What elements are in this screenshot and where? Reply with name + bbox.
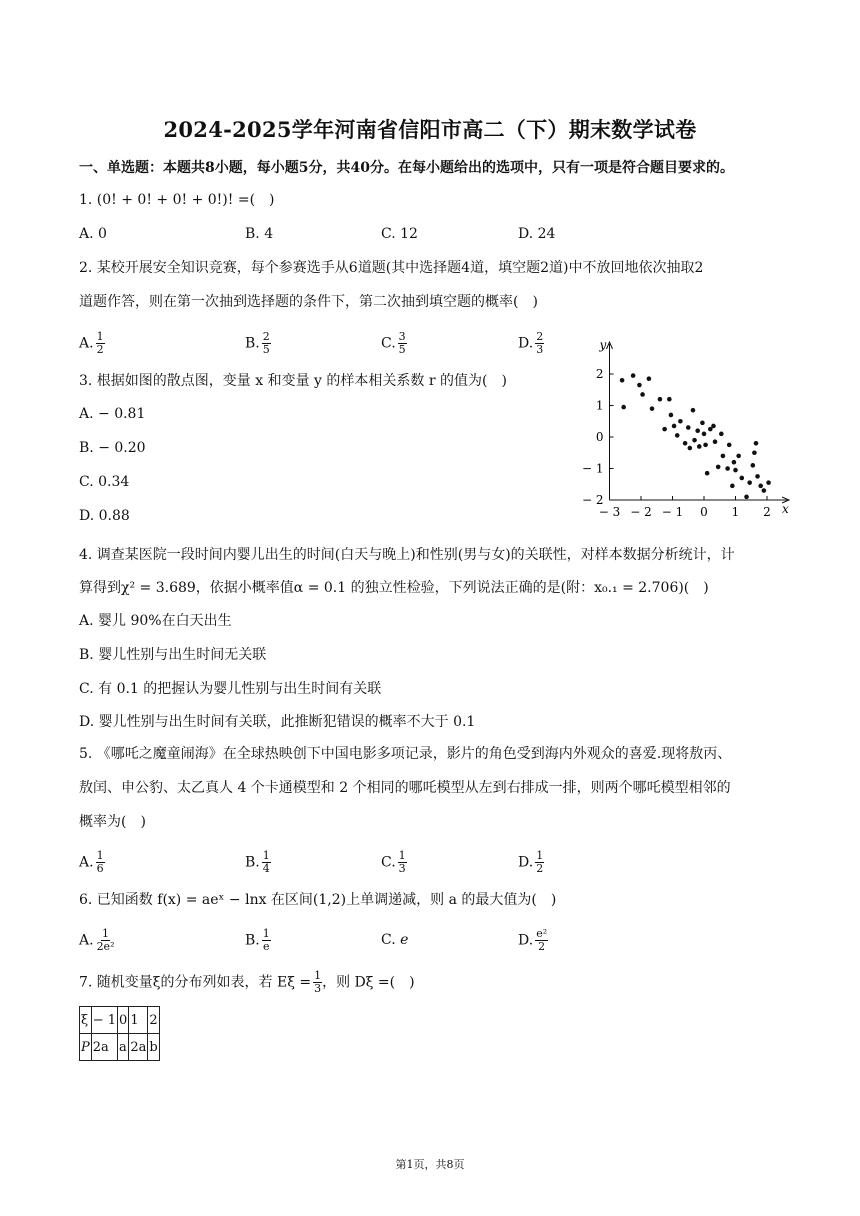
scatter-point [688,446,693,451]
question-4-line-1: 4. 调查某医院一段时间内婴儿出生的时间(白天与晚上)和性别(男与女)的关联性，对样本数据分析统计，计 [79,547,735,563]
scatter-point [727,443,732,448]
q4-option-b: B. 婴儿性别与出生时间无关联 [79,647,267,663]
distribution-table [79,1006,160,1061]
table-cell: a [118,1034,129,1061]
q6-option-b: B. $\frac{1}{e}$ [245,927,270,953]
y-tick-label: 2 [595,367,604,381]
scatter-point [758,484,763,489]
scatter-point [672,424,677,429]
page-footer: 第1页，共8页 [395,1158,465,1171]
q3-option-c: C. 0.34 [79,474,130,490]
scatter-point [730,484,735,489]
question-1-stem: 1. (0! + 0! + 0! + 0!)! =( ) [79,192,275,208]
q3-option-d: D. 0.88 [79,508,130,524]
q5-option-c: C. $\frac{1}{3}$ [381,849,406,875]
scatter-ticks [582,367,771,519]
question-3-stem: 3. 根据如图的散点图，变量 x 和变量 y 的样本相关系数 r 的值为( ) [79,373,507,389]
x-tick-label: − 1 [661,505,684,519]
scatter-point [702,432,707,437]
table-cell: 0 [118,1007,129,1034]
q1-option-c: C. 12 [381,226,418,242]
scatter-point [719,432,724,437]
x-tick-label: − 3 [598,505,621,519]
q5-option-a: A. $\frac{1}{6}$ [79,849,104,875]
q6-option-d: D. $\frac{\text{e²}}{2}$ [518,927,548,953]
scatter-point [733,468,738,473]
scatter-point [744,495,749,500]
question-7-stem: 7. 随机变量ξ的分布列如表，若 Eξ = $\frac{1}{3}$ ，则 Dξ =( ) [79,969,415,995]
scatter-point [697,444,702,449]
scatter-point [725,466,730,471]
question-5-line-3: 概率为( ) [79,814,146,830]
table-cell: 1 [129,1007,148,1034]
scatter-point [647,376,652,381]
scatter-point [640,392,645,397]
q2-option-b: B. $\frac{2}{5}$ [245,330,270,356]
scatter-point [691,408,696,413]
table-cell: P [80,1034,92,1061]
q2-option-c: C. $\frac{3}{5}$ [381,330,406,356]
question-4-line-2: 算得到χ² = 3.689，依据小概率值α = 0.1 的独立性检验，下列说法正确的是(附：x₀.₁ = 2.706)( ) [79,580,709,596]
x-tick-label: 1 [731,505,740,519]
q1-option-d: D. 24 [518,226,556,242]
q6-option-c: C. e [381,932,409,948]
scatter-point [740,476,745,481]
q6-option-a: A. $\frac{1}{\text{2e²}}$ [79,927,115,953]
scatter-point [705,471,710,476]
q2-option-d: D. $\frac{2}{3}$ [518,330,544,356]
scatter-point [637,383,642,388]
scatter-point [620,378,625,383]
scatter-point [703,443,708,448]
page-title: 2024-2025学年河南省信阳市高二（下）期末数学试卷 [163,117,697,142]
y-tick-label: − 1 [582,461,604,476]
scatter-point [711,424,716,429]
scatter-point [658,397,663,402]
scatter-point [667,397,672,402]
scatter-point [721,454,726,459]
question-5-line-1: 5. 《哪吒之魔童闹海》在全球热映创下中国电影多项记录，影片的角色受到海内外观众的喜爱.现将敖丙、 [79,746,732,762]
scatter-point [692,438,697,443]
scatter-point [669,413,674,418]
scatter-point [713,439,718,444]
y-tick-label: − 2 [582,493,604,507]
scatter-point [683,441,688,446]
scatter-point [747,480,752,485]
question-2-line-1: 2. 某校开展安全知识竞赛，每个参赛选手从6道题(其中选择题4道，填空题2道)中不放回地依次抽取2 [79,260,704,276]
scatter-point [700,421,705,426]
scatter-point [755,474,760,479]
table-cell: ξ [80,1007,92,1034]
question-5-line-2: 敖闰、申公豹、太乙真人 4 个卡通模型和 2 个相同的哪吒模型从左到右排成一排，则两个哪吒模型相邻的 [79,780,731,796]
q3-option-a: A. − 0.81 [79,406,146,422]
y-axis-label: y [599,338,607,352]
x-tick-label: − 2 [630,505,652,519]
q3-option-b: B. − 0.20 [79,440,146,456]
table-cell: b [148,1034,159,1061]
scatter-point [754,441,759,446]
scatter-point [631,373,636,378]
scatter-point [621,405,626,410]
q1-option-a: A. 0 [79,226,107,242]
scatter-point [736,454,741,459]
y-tick-label: 0 [595,430,604,444]
scatter-point [675,433,680,438]
table-cell: 2a [129,1034,148,1061]
q1-option-b: B. 4 [245,226,274,242]
question-2-line-2: 道题作答，则在第一次抽到选择题的条件下，第二次抽到填空题的概率( ) [79,294,538,310]
scatter-plot [582,336,797,521]
q5-option-b: B. $\frac{1}{4}$ [245,849,270,875]
scatter-point [650,406,655,411]
q4-option-a: A. 婴儿 90%在白天出生 [79,613,232,629]
scatter-point [686,425,691,430]
scatter-point [716,465,721,470]
scatter-point [732,460,737,465]
x-tick-label: 2 [763,505,771,519]
scatter-point [751,463,756,468]
y-tick-label: 1 [595,398,604,413]
scatter-axes [599,338,790,516]
scatter-point [678,419,683,424]
x-axis-label: x [782,502,789,516]
q4-option-c: C. 有 0.1 的把握认为婴儿性别与出生时间有关联 [79,681,382,697]
scatter-point [766,480,771,485]
scatter-point [662,427,667,432]
table-cell: 2a [91,1034,117,1061]
question-6-stem: 6. 已知函数 f(x) = aeˣ − lnx 在区间(1,2)上单调递减，则 a 的最大值为( ) [79,892,557,908]
scatter-point [695,428,700,433]
table-row [80,1007,160,1034]
table-cell: 2 [148,1007,159,1034]
scatter-point [752,450,757,455]
q4-option-d: D. 婴儿性别与出生时间有关联，此推断犯错误的概率不大于 0.1 [79,714,476,730]
q2-option-a: A. $\frac{1}{2}$ [79,330,104,356]
table-cell: − 1 [91,1007,117,1034]
scatter-points [620,373,771,499]
section-heading: 一、单选题：本题共8小题，每小题5分，共40分。在每小题给出的选项中，只有一项是符合题目要求的。 [79,160,734,176]
scatter-point [762,488,767,493]
x-tick-label: 0 [700,505,708,519]
q5-option-d: D. $\frac{1}{2}$ [518,849,544,875]
table-row [80,1034,160,1061]
